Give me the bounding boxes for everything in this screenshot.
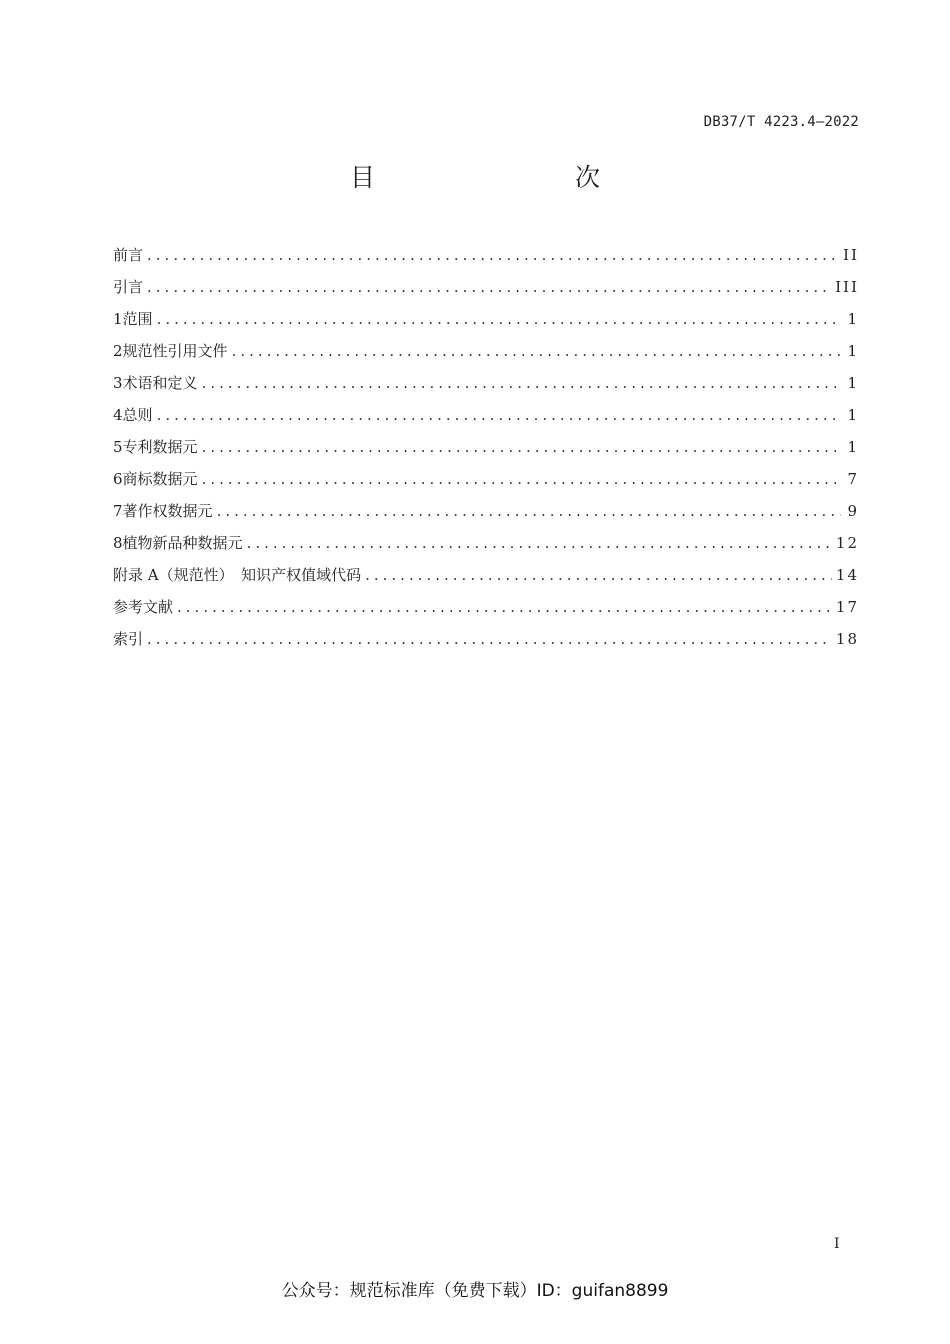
toc-entry-page: 1	[847, 438, 859, 456]
toc-entry-label: 专利数据元	[122, 438, 198, 456]
document-code: DB37/T 4223.4—2022	[703, 114, 859, 130]
toc-dot-leader	[365, 566, 832, 584]
toc-entry-number: 2	[113, 342, 123, 360]
toc-entry-label: 总则	[122, 406, 153, 424]
toc-dot-leader	[202, 470, 841, 488]
toc-dot-leader	[157, 310, 841, 328]
toc-entry-number: 4	[113, 406, 123, 424]
toc-entry-page: 1	[847, 374, 859, 392]
toc-entry-trademark-data[interactable]	[113, 468, 859, 500]
toc-entry-page: 14	[835, 566, 859, 584]
toc-entry-label: 参考文献	[113, 598, 174, 616]
toc-entry-index[interactable]	[113, 628, 859, 660]
toc-dot-leader	[147, 246, 839, 264]
toc-entry-foreword[interactable]	[113, 244, 859, 276]
toc-entry-patent-data[interactable]	[113, 436, 859, 468]
toc-entry-number: 8	[113, 534, 123, 552]
toc-entry-page: II	[843, 246, 859, 264]
page-number: I	[834, 1236, 840, 1252]
toc-dot-leader	[202, 438, 841, 456]
toc-entry-terms-definitions[interactable]	[113, 372, 859, 404]
toc-entry-label: 术语和定义	[122, 374, 198, 392]
toc-entry-introduction[interactable]	[113, 276, 859, 308]
toc-dot-leader	[232, 342, 841, 360]
toc-entry-page: 12	[835, 534, 859, 552]
toc-entry-page: 1	[847, 342, 859, 360]
toc-entry-label: 前言	[113, 246, 144, 264]
toc-entry-number: 3	[113, 374, 123, 392]
toc-entry-label: 规范性引用文件	[122, 342, 228, 360]
toc-entry-label: 植物新品种数据元	[122, 534, 243, 552]
toc-entry-page: 7	[847, 470, 859, 488]
toc-dot-leader	[177, 598, 832, 616]
toc-entry-normative-references[interactable]	[113, 340, 859, 372]
toc-dot-leader	[157, 406, 841, 424]
toc-entry-page: 9	[847, 502, 859, 520]
toc-entry-label: 著作权数据元	[122, 502, 213, 520]
toc-entry-number: 1	[113, 310, 123, 328]
toc-entry-page: 18	[835, 630, 859, 648]
toc-title: 目 次	[349, 163, 650, 192]
toc-entry-appendix-a[interactable]	[113, 564, 859, 596]
toc-entry-page: 17	[835, 598, 859, 616]
footer-watermark-note: 公众号：规范标准库（免费下载）ID：guifan8899	[281, 1281, 669, 1301]
toc-dot-leader	[147, 630, 832, 648]
toc-entry-label: 范围	[122, 310, 153, 328]
toc-entry-label: 引言	[113, 278, 144, 296]
toc-entry-label: 附录 A（规范性） 知识产权值域代码	[113, 566, 362, 584]
table-of-contents	[113, 244, 859, 660]
toc-entry-page: 1	[847, 406, 859, 424]
toc-entry-scope[interactable]	[113, 308, 859, 340]
toc-dot-leader	[217, 502, 841, 520]
toc-entry-general[interactable]	[113, 404, 859, 436]
toc-dot-leader	[247, 534, 832, 552]
toc-entry-label: 索引	[113, 630, 144, 648]
toc-entry-page: III	[835, 278, 859, 296]
toc-dot-leader	[147, 278, 831, 296]
toc-entry-number: 5	[113, 438, 123, 456]
toc-entry-bibliography[interactable]	[113, 596, 859, 628]
toc-entry-label: 商标数据元	[122, 470, 198, 488]
toc-entry-number: 7	[113, 502, 123, 520]
toc-entry-number: 6	[113, 470, 123, 488]
toc-entry-page: 1	[847, 310, 859, 328]
toc-dot-leader	[202, 374, 841, 392]
toc-entry-plant-variety-data[interactable]	[113, 532, 859, 564]
toc-entry-copyright-data[interactable]	[113, 500, 859, 532]
